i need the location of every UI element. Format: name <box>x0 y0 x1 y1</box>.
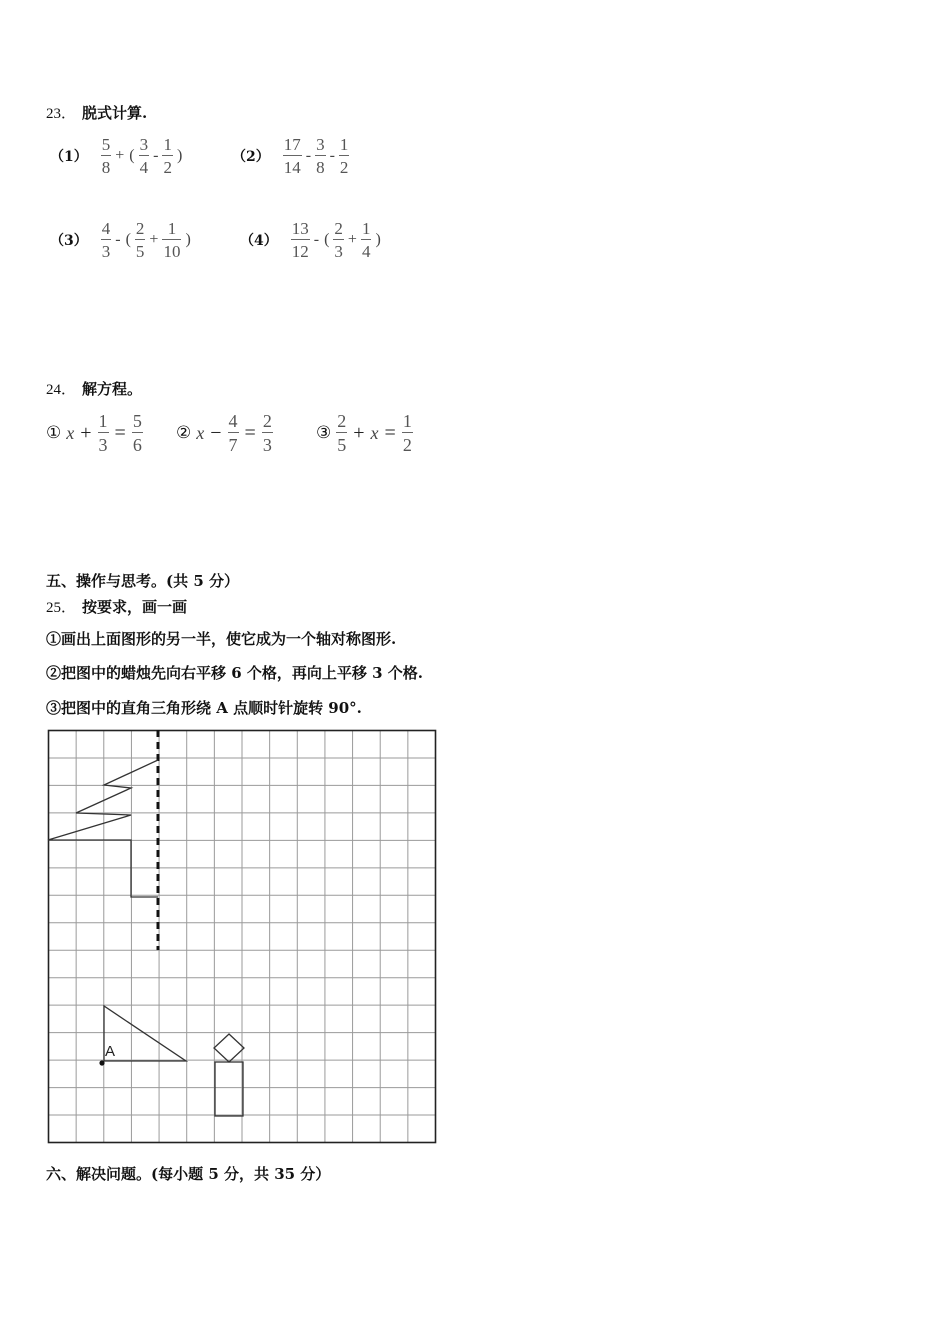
q25-number: 25． <box>46 600 77 616</box>
q23-item-4: （4） $\frac{13}{12}$ - ( $\frac{2}{3}$ + $\frac{1}{4}$ ) <box>240 219 381 261</box>
equation-mark: ② <box>176 423 192 442</box>
right-triangle <box>104 1006 186 1061</box>
fraction: $\frac{1}{4}$ <box>361 219 371 261</box>
q24-number: 24． <box>46 382 77 398</box>
equation-mark: ① <box>46 423 62 442</box>
point-a-label: A <box>105 1043 116 1060</box>
candle-body <box>215 1062 243 1116</box>
q24-equation-3: ③ $\frac{2}{5}$ + x = $\frac{1}{2}$ <box>316 411 412 455</box>
candle-flame <box>214 1034 244 1062</box>
fraction: $\frac{13}{12}$ <box>291 219 309 261</box>
section-5-heading: 五、操作与思考。(共 5 分） <box>46 572 239 590</box>
fraction: $\frac{2}{3}$ <box>262 411 272 455</box>
fraction: $\frac{5}{6}$ <box>132 411 142 455</box>
q23-number: 23． <box>46 106 77 122</box>
fraction: $\frac{3}{8}$ <box>316 135 325 177</box>
q25-step-2: ②把图中的蜡烛先向右平移 6 个格，再向上平移 3 个格. <box>46 664 423 682</box>
q23-item-label: （3） <box>50 233 88 249</box>
q23-item-label: （1） <box>50 149 88 165</box>
section-6-heading: 六、解决问题。(每小题 5 分，共 35 分） <box>46 1165 331 1183</box>
fraction: $\frac{3}{4}$ <box>139 135 149 177</box>
fraction: $\frac{1}{2}$ <box>402 411 412 455</box>
q23-item-1: （1） $\frac{5}{8}$ + ( $\frac{3}{4}$ - $\frac{1}{2}$ ) <box>50 135 183 177</box>
equation-mark: ③ <box>316 423 332 442</box>
half-tree-figure <box>48 760 158 897</box>
q24-title: 解方程。 <box>82 380 143 398</box>
grid-lines <box>49 731 436 1143</box>
q23-item-label: （2） <box>232 149 270 165</box>
fraction: $\frac{2}{5}$ <box>135 219 145 261</box>
q25-step-3: ③把图中的直角三角形绕 A 点顺时针旋转 90°. <box>46 699 362 717</box>
q25-title: 按要求，画一画 <box>82 598 188 616</box>
q23-item-2: （2） $\frac{17}{14}$ - $\frac{3}{8}$ - $\frac{1}{2}$ <box>232 135 349 177</box>
fraction: $\frac{2}{5}$ <box>337 411 347 455</box>
q25-step-1: ①画出上面图形的另一半，使它成为一个轴对称图形. <box>46 630 397 648</box>
fraction: $\frac{1}{10}$ <box>163 219 181 261</box>
q24-equation-1: ① x + $\frac{1}{3}$ = $\frac{5}{6}$ <box>46 411 142 455</box>
fraction: $\frac{4}{7}$ <box>228 411 238 455</box>
q23-item-label: （4） <box>240 233 278 249</box>
fraction: $\frac{1}{2}$ <box>339 135 349 177</box>
q23-title: 脱式计算. <box>82 104 148 122</box>
fraction: $\frac{4}{3}$ <box>101 219 111 261</box>
q24-equation-2: ② x − $\frac{4}{7}$ = $\frac{2}{3}$ <box>176 411 272 455</box>
fraction: $\frac{1}{3}$ <box>98 411 108 455</box>
fraction: $\frac{5}{8}$ <box>101 135 111 177</box>
q23-item-3: （3） $\frac{4}{3}$ - ( $\frac{2}{5}$ + $\frac{1}{10}$ ) <box>50 219 191 261</box>
fraction: $\frac{1}{2}$ <box>163 135 172 177</box>
fraction: $\frac{2}{3}$ <box>334 219 343 261</box>
point-a <box>99 1060 104 1065</box>
fraction: $\frac{17}{14}$ <box>283 135 301 177</box>
